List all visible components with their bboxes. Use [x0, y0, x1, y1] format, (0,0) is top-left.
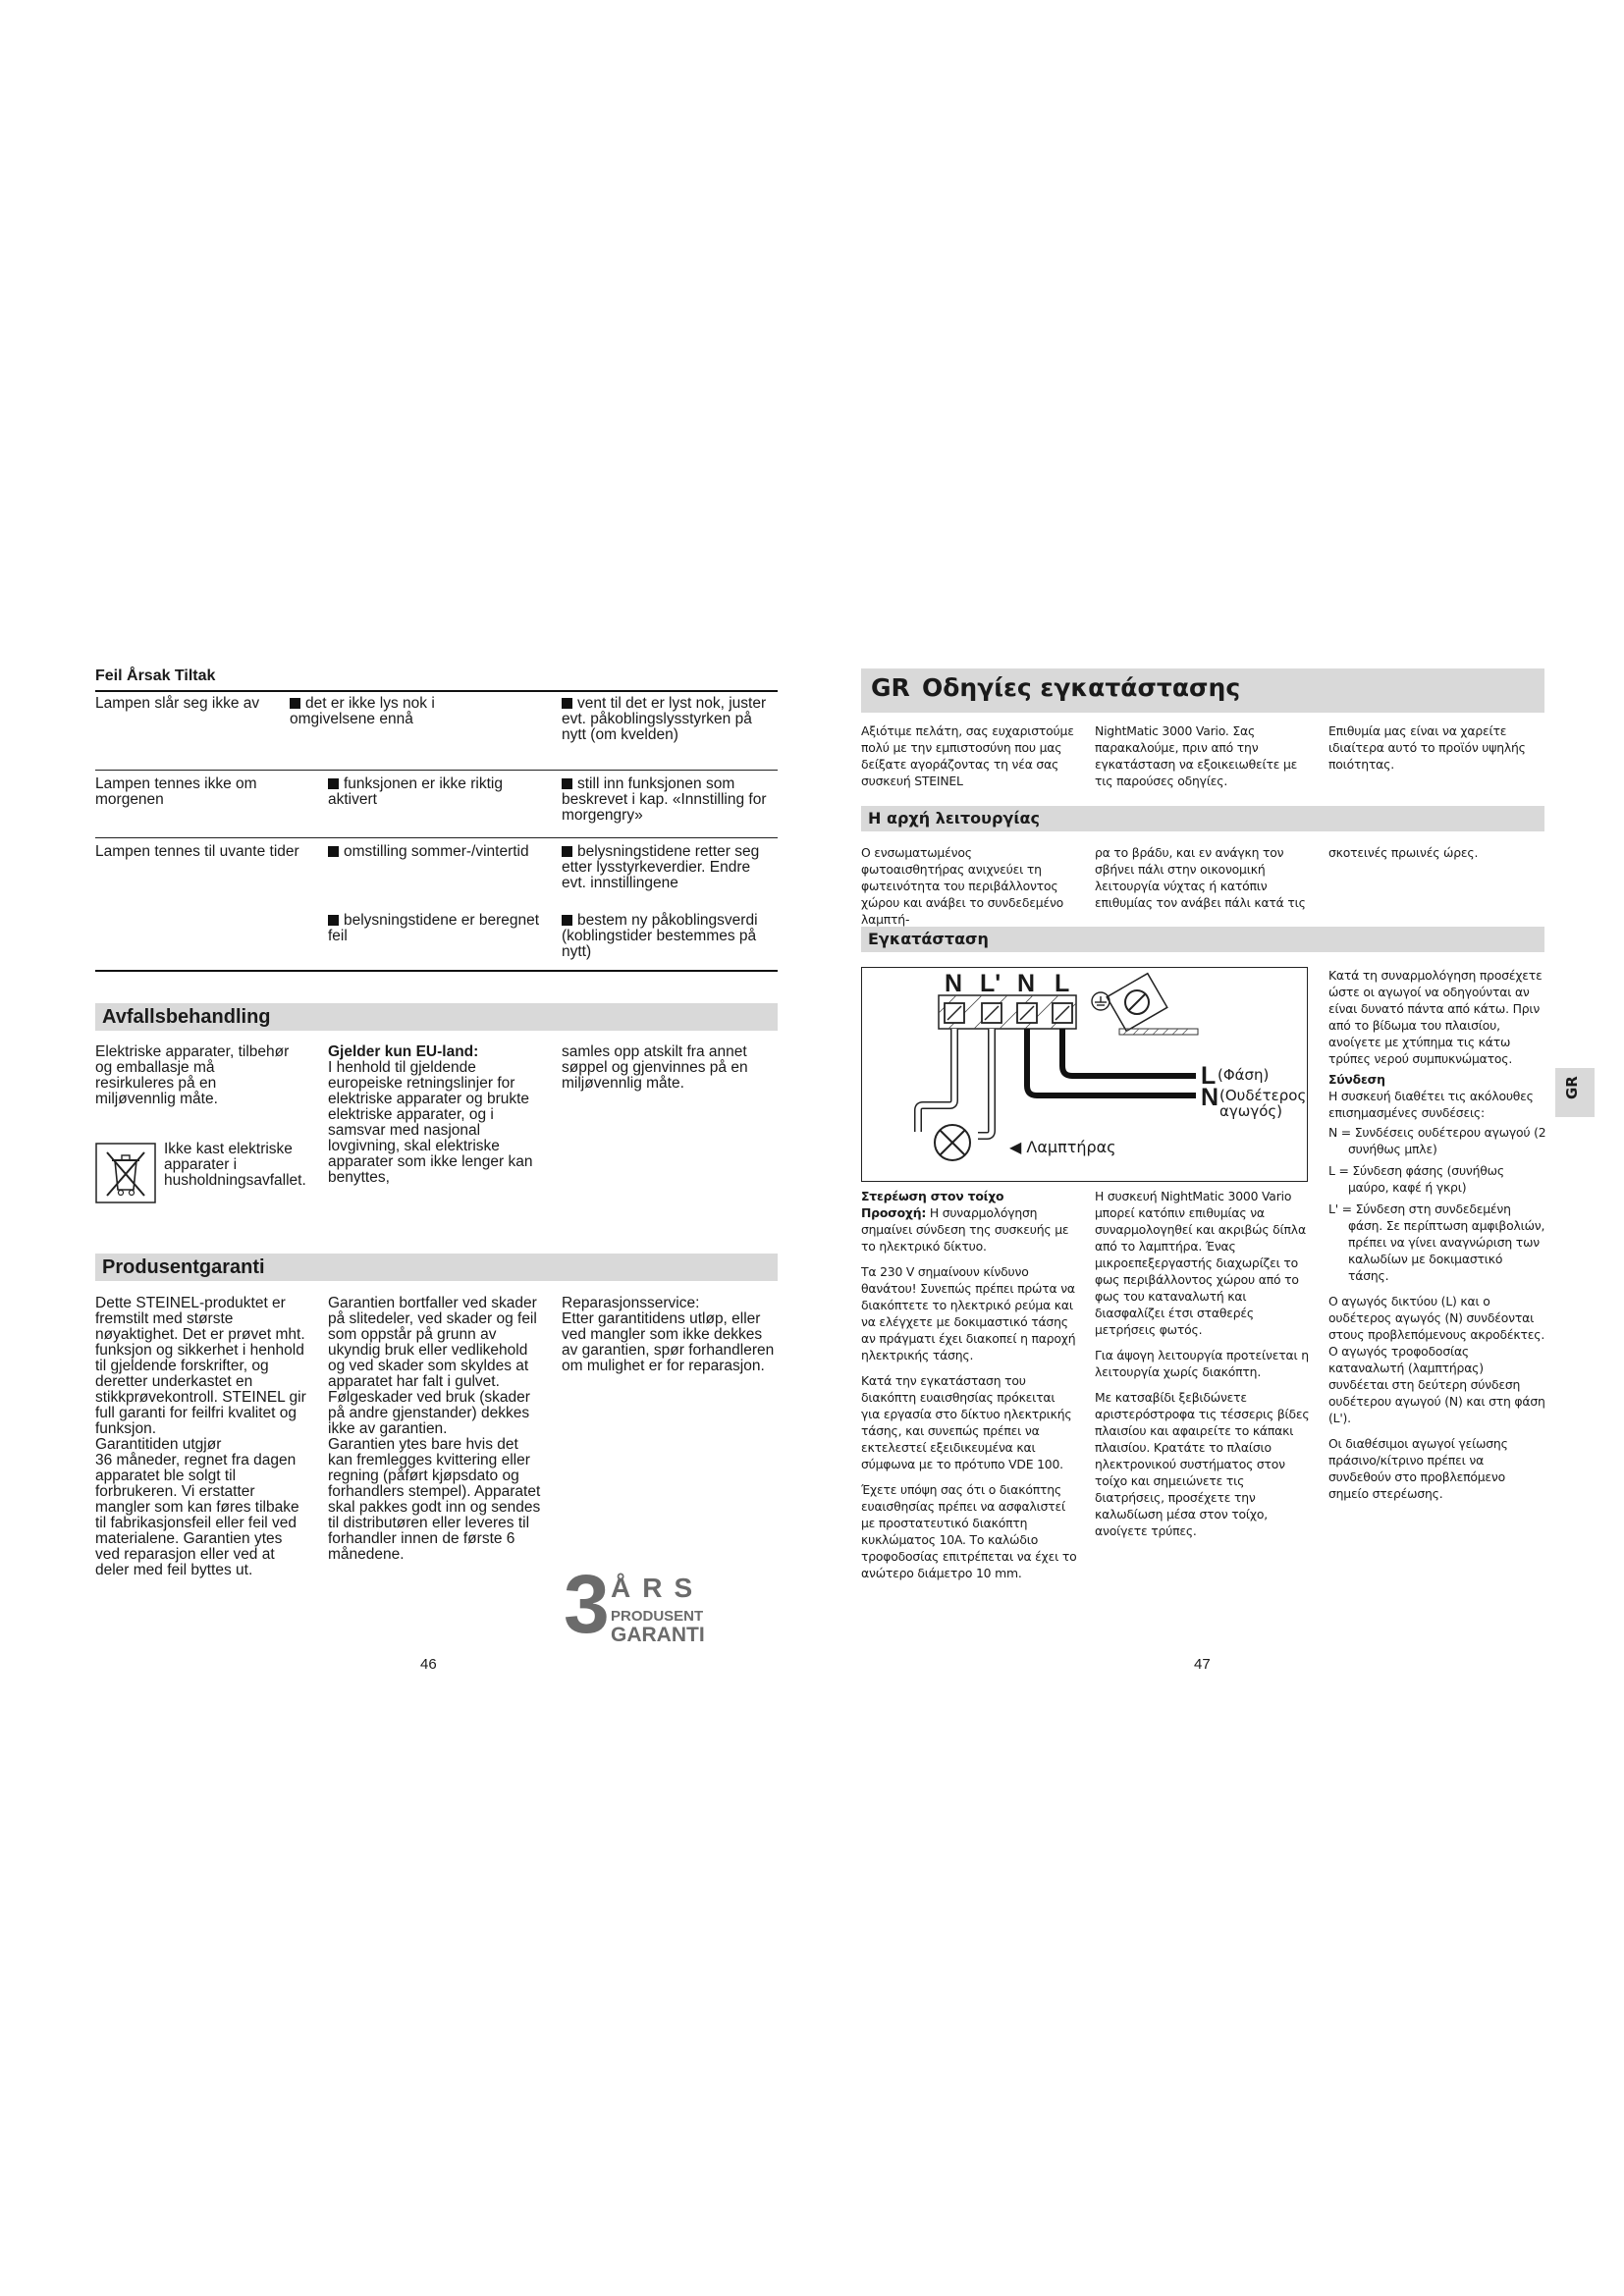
label-neutral-letter: N	[1201, 1084, 1219, 1111]
waste-col1: Elektriske apparater, tilbehør og emballasje må resirkuleres på en miljøvennlig måte.	[95, 1043, 290, 1107]
table-row-3-cause-2: belysningstidene er beregnet feil	[328, 912, 540, 944]
table-bottom-rule	[95, 970, 778, 972]
gr-header-bar	[861, 668, 1544, 713]
principle-section-bar	[861, 806, 1544, 831]
intro-col3: Επιθυμία μας είναι να χαρείτε ιδιαίτερα αυτό το προϊόν υψηλής ποιότητας.	[1328, 723, 1526, 772]
installation-section-bar	[861, 927, 1544, 952]
warranty-col3: Reparasjonsservice: Etter garantitidens utløp, eller ved mangler som ikke dekkes av garantien, spør forhandleren om mulighet er for reparasjon.	[562, 1295, 775, 1374]
installation-side-column: Κατά τη συναρμολόγηση προσέχετε ώστε οι αγωγοί να οδηγούνται αν είναι δυνατό πάντα από κάτω. Πριν από το βίδωμα του πλαισίου, ανοίγετε με χτύπημα τις κάτω τρύπες νερού συμπυκνώματος. Σύνδεση Η συσκευή διαθέτει τις ακόλουθες επισημασμένες συνδέσεις: N = Συνδέσεις ουδέτερου αγωγού (2 συνήθως μπλε) L = Σύνδεση φάσης (συνήθως μαύρο, καφέ ή γκρι) L' = Σύνδεση στη συνδεδεμένη φάση. Σε περίπτωση αμφιβολιών, πρέπει να γίνει αναγνώριση των καλωδίων με δοκιμαστικό τάσης. Ο αγωγός δικτύου (L) και ο ουδέτερος αγωγός (N) συνδέονται στους προβλεπόμενους ακροδέκτες. Ο αγωγός τροφοδοσίας καταναλωτή (λαμπτήρας) συνδέεται στη δεύτερη σύνδεση ουδέτερου αγωγού (N) και στη φάση (L'). Οι διαθέσιμοι αγωγοί γείωσης πράσινο/κίτρινο πρέπει να συνδεθούν στο προβλεπόμενο σημείο στερέωσης.	[1328, 968, 1546, 1501]
table-row-1-cause: det er ikke lys nok i omgivelsene ennå	[290, 695, 435, 727]
principle-col1: Ο ενσωματωμένος φωτοαισθητήρας ανιχνεύει τη φωτεινότητα του περιβάλλοντος χώρου και ανάβει το συνδεδεμένο λαμπτή-	[861, 845, 1064, 927]
principle-col2: ρα το βράδυ, και εν ανάγκη τον σβήνει πάλι στην οικονομική λειτουργία νύχτας ή κατόπιν επιθυμίας τον ανάβει πάλι κατά τις	[1095, 845, 1306, 910]
intro-col1: Αξιότιμε πελάτη, σας ευχαριστούμε πολύ με την εμπιστοσύνη που μας δείξατε αγοράζοντας τη νέα σας συσκευή STEINEL	[861, 723, 1074, 788]
table-row-3-action-2: bestem ny påkoblingsverdi (koblingstider bestemmes på nytt)	[562, 912, 758, 960]
installation-title: Εγκατάσταση	[868, 930, 989, 948]
badge-line1: PRODUSENT	[611, 1608, 704, 1625]
table-top-rule	[95, 690, 778, 692]
language-side-tab	[1555, 1068, 1595, 1117]
lamp-label: ◀ Λαμπτήρας	[1009, 1138, 1116, 1156]
weee-bin-icon	[95, 1143, 156, 1203]
wall-mounting-col1: Στερέωση στον τοίχο Προσοχή: Η συναρμολόγηση σημαίνει σύνδεση της συσκευής με το ηλεκτρικό δίκτυο. Τα 230 V σημαίνουν κίνδυνο θανάτου! Συνεπώς πρέπει πρώτα να διακόπτετε το ηλεκτρικό ρεύμα και να ελέγχετε με δοκιμαστικό τάσης αν πράγματι έχει διακοπεί η παροχή ηλεκτρικής τάσης. Κατά την εγκατάσταση του διακόπτη ευαισθησίας πρόκειται για εργασία στο δίκτυο ηλεκτρικής τάσης, και συνεπώς πρέπει να εκτελεστεί εξειδικευμένα και σύμφωνα με το πρότυπο VDE 100. Έχετε υπόψη σας ότι ο διακόπτης ευαισθησίας πρέπει να ασφαλιστεί με προστατευτικό διακόπτη κυκλώματος 10A. Το καλώδιο τροφοδοσίας επιτρέπεται να έχει το ανώτερο διάμετρο 10 mm.	[861, 1189, 1077, 1580]
terminal-label-n1: N	[945, 970, 963, 997]
terminal-label-l: L	[1055, 970, 1070, 997]
warranty-col1: Dette STEINEL-produktet er fremstilt med største nøyaktighet. Det er prøvet mht. funksjon og sikkerhet i henhold til gjeldende forskrifter, og deretter underkastet en stikkprøvekontroll. STEINEL gir full garanti for feilfri kvalitet og funksjon. Garantitiden utgjør 36 måneder, regnet fra dagen apparatet ble solgt til forbrukeren. Vi erstatter mangler som kan føres tilbake til fabrikasjonsfeil eller feil ved materialene. Garantien ytes ved reparasjon eller ved at deler med feil byttes ut.	[95, 1295, 306, 1578]
side-tab-label: GR	[1563, 1076, 1581, 1099]
waste-col3: samles opp atskilt fra annet søppel og gjenvinnes på en miljøvennlig måte.	[562, 1043, 748, 1092]
gr-code: GR	[871, 673, 910, 702]
principle-col3: σκοτεινές πρωινές ώρες.	[1328, 845, 1479, 860]
weee-text: Ikke kast elektriske apparater i husholdningsavfallet.	[164, 1141, 306, 1189]
label-neutral-text: (Ουδέτερος αγωγός)	[1219, 1087, 1307, 1120]
page-number-left: 46	[420, 1656, 437, 1673]
waste-title: Avfallsbehandling	[102, 1006, 271, 1028]
table-row-2-problem: Lampen tennes ikke om morgenen	[95, 775, 257, 808]
badge-line2: GARANTI	[611, 1624, 705, 1646]
wall-mounting-col2: Η συσκευή NightMatic 3000 Vario μπορεί κατόπιν επιθυμίας να συναρμολογηθεί και ακριβώς δίπλα από το λαμπτήρα. Ένας μικροεπεξεργαστής διαχωρίζει το φως περιβάλλοντος χώρου από το φως του καταναλωτή και διασφαλίζει έτσι σταθερές μετρήσεις φωτός. Για άψογη λειτουργία προτείνεται η λειτουργία χωρίς διακόπτη. Με κατσαβίδι ξεβιδώνετε αριστερόστροφα τις τέσσερις βίδες πλαισίου και αφαιρείτε το κάπακι πλαισίου. Κρατάτε το πλαίσιο ηλεκτρονικού συστήματος στον τοίχο και σημειώνετε τις διατρήσεις, προσέχετε την καλωδίωση μέσα στον τοίχο, ανοίγετε τρύπες.	[1095, 1189, 1310, 1538]
table-row-3-cause-1: omstilling sommer-/vintertid	[328, 844, 544, 860]
table-row-1-problem: Lampen slår seg ikke av	[95, 695, 260, 712]
warranty-badge	[564, 1558, 711, 1653]
intro-col2: NightMatic 3000 Vario. Σας παρακαλούμε, πριν από την εγκατάσταση να εξοικειωθείτε με τις παρούσες οδηγίες.	[1095, 723, 1298, 788]
warranty-title: Produsentgaranti	[102, 1256, 265, 1278]
table-row-3-action-1: belysningstidene retter seg etter lysstyrkeverdier. Endre evt. innstillingene	[562, 843, 760, 891]
table-row-1-action: vent til det er lyst nok, juster evt. påkoblingslysstyrken på nytt (om kvelden)	[562, 695, 767, 743]
gr-title: Οδηγίες εγκατάστασης	[922, 673, 1241, 702]
table-header: Feil Årsak Tiltak	[95, 667, 216, 684]
wiring-diagram	[861, 967, 1308, 1182]
table-row-2-action: still inn funksjonen som beskrevet i kap. «Innstilling for morgengry»	[562, 775, 767, 824]
badge-number: 3	[564, 1558, 610, 1650]
label-phase-text: (Φάση)	[1218, 1066, 1270, 1084]
waste-section-bar	[95, 1003, 778, 1031]
table-row-2-cause: funksjonen er ikke riktig aktivert	[328, 775, 503, 808]
table-row-divider	[95, 770, 778, 771]
page-number-right: 47	[1194, 1656, 1211, 1673]
label-phase-letter: L	[1201, 1062, 1217, 1090]
badge-word: ÅRS	[611, 1573, 705, 1603]
warranty-col2: Garantien bortfaller ved skader på slitedeler, ved skader og feil som oppstår på grunn av ukyndig bruk eller vedlikehold og ved skader som skyldes at apparatet har falt i gulvet. Følgeskader ved bruk (skader på andre gjenstander) dekkes ikke av garantien. Garantien ytes bare hvis det kan fremlegges kvittering eller regning (påført kjøpsdato og forhandlers stempel). Apparatet skal pakkes godt inn og sendes til distributøren eller leveres til forhandler innen de første 6 månedene.	[328, 1295, 541, 1563]
warranty-section-bar	[95, 1254, 778, 1281]
principle-title: Η αρχή λειτουργίας	[868, 809, 1041, 828]
table-row-divider	[95, 837, 778, 838]
terminal-label-n2: N	[1017, 970, 1036, 997]
waste-col2: Gjelder kun EU-land: I henhold til gjeldende europeiske retningslinjer for elektriske apparater og brukte elektriske apparater, og i samsvar med nasjonal lovgivning, skal elektriske apparater som ikke lenger kan benyttes,	[328, 1043, 533, 1186]
terminal-label-lprime: L'	[980, 970, 1001, 997]
table-row-3-problem: Lampen tennes til uvante tider	[95, 843, 299, 860]
